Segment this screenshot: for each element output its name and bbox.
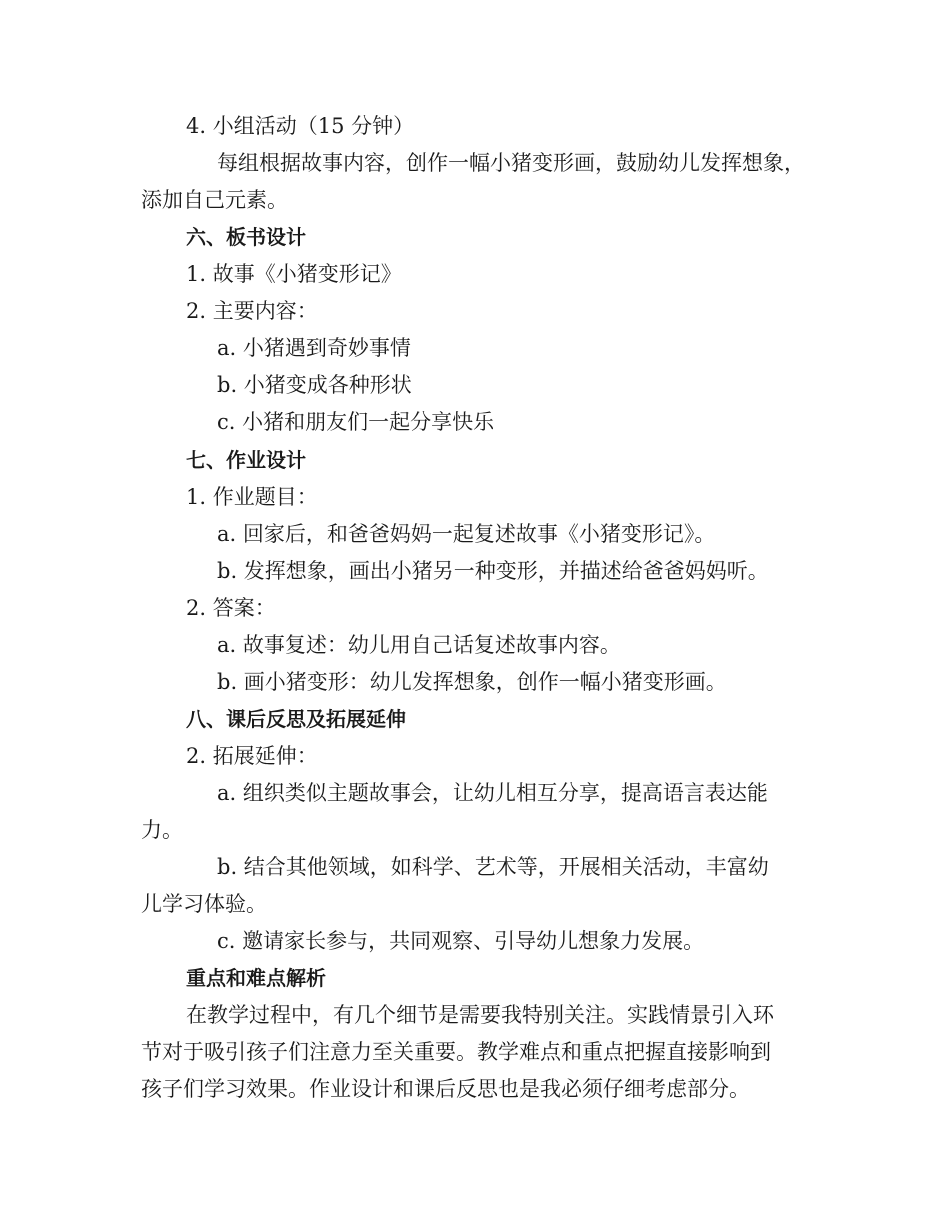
section-heading-key-points: 重点和难点解析	[186, 966, 326, 990]
sub-list-item: a. 小猪遇到奇妙事情	[217, 336, 411, 360]
section-heading-board-design: 六、板书设计	[186, 225, 306, 249]
list-item: 2. 主要内容：	[186, 299, 318, 323]
list-item: 2. 拓展延伸：	[186, 744, 318, 768]
sub-list-item: b. 画小猪变形：幼儿发挥想象，创作一幅小猪变形画。	[217, 670, 727, 694]
sub-list-item-continuation: 儿学习体验。	[141, 892, 267, 916]
sub-list-item: b. 小猪变成各种形状	[217, 373, 412, 397]
paragraph-text: 每组根据故事内容，创作一幅小猪变形画，鼓励幼儿发挥想象，	[217, 151, 805, 175]
section-heading-reflection: 八、课后反思及拓展延伸	[186, 707, 406, 731]
sub-list-item: b. 结合其他领域，如科学、艺术等，开展相关活动，丰富幼	[217, 855, 769, 879]
sub-list-item: c. 小猪和朋友们一起分享快乐	[217, 410, 495, 434]
list-item: 1. 故事《小猪变形记》	[186, 262, 402, 286]
paragraph-text: 孩子们学习效果。作业设计和课后反思也是我必须仔细考虑部分。	[141, 1077, 750, 1101]
list-item: 1. 作业题目：	[186, 485, 318, 509]
list-item: 2. 答案：	[186, 596, 276, 620]
sub-list-item-continuation: 力。	[141, 818, 183, 842]
paragraph-text: 节对于吸引孩子们注意力至关重要。教学难点和重点把握直接影响到	[141, 1040, 771, 1064]
paragraph-text: 在教学过程中，有几个细节是需要我特别关注。实践情景引入环	[186, 1003, 774, 1027]
list-item-group-activity: 4. 小组活动（15 分钟）	[186, 114, 415, 138]
sub-list-item: a. 故事复述：幼儿用自己话复述故事内容。	[217, 633, 621, 657]
sub-list-item: b. 发挥想象，画出小猪另一种变形，并描述给爸爸妈妈听。	[217, 559, 769, 583]
sub-list-item: a. 组织类似主题故事会，让幼儿相互分享，提高语言表达能	[217, 781, 768, 805]
sub-list-item: c. 邀请家长参与，共同观察、引导幼儿想象力发展。	[217, 929, 705, 953]
section-heading-homework-design: 七、作业设计	[186, 448, 306, 472]
paragraph-text: 添加自己元素。	[141, 188, 288, 212]
sub-list-item: a. 回家后，和爸爸妈妈一起复述故事《小猪变形记》。	[217, 522, 716, 546]
